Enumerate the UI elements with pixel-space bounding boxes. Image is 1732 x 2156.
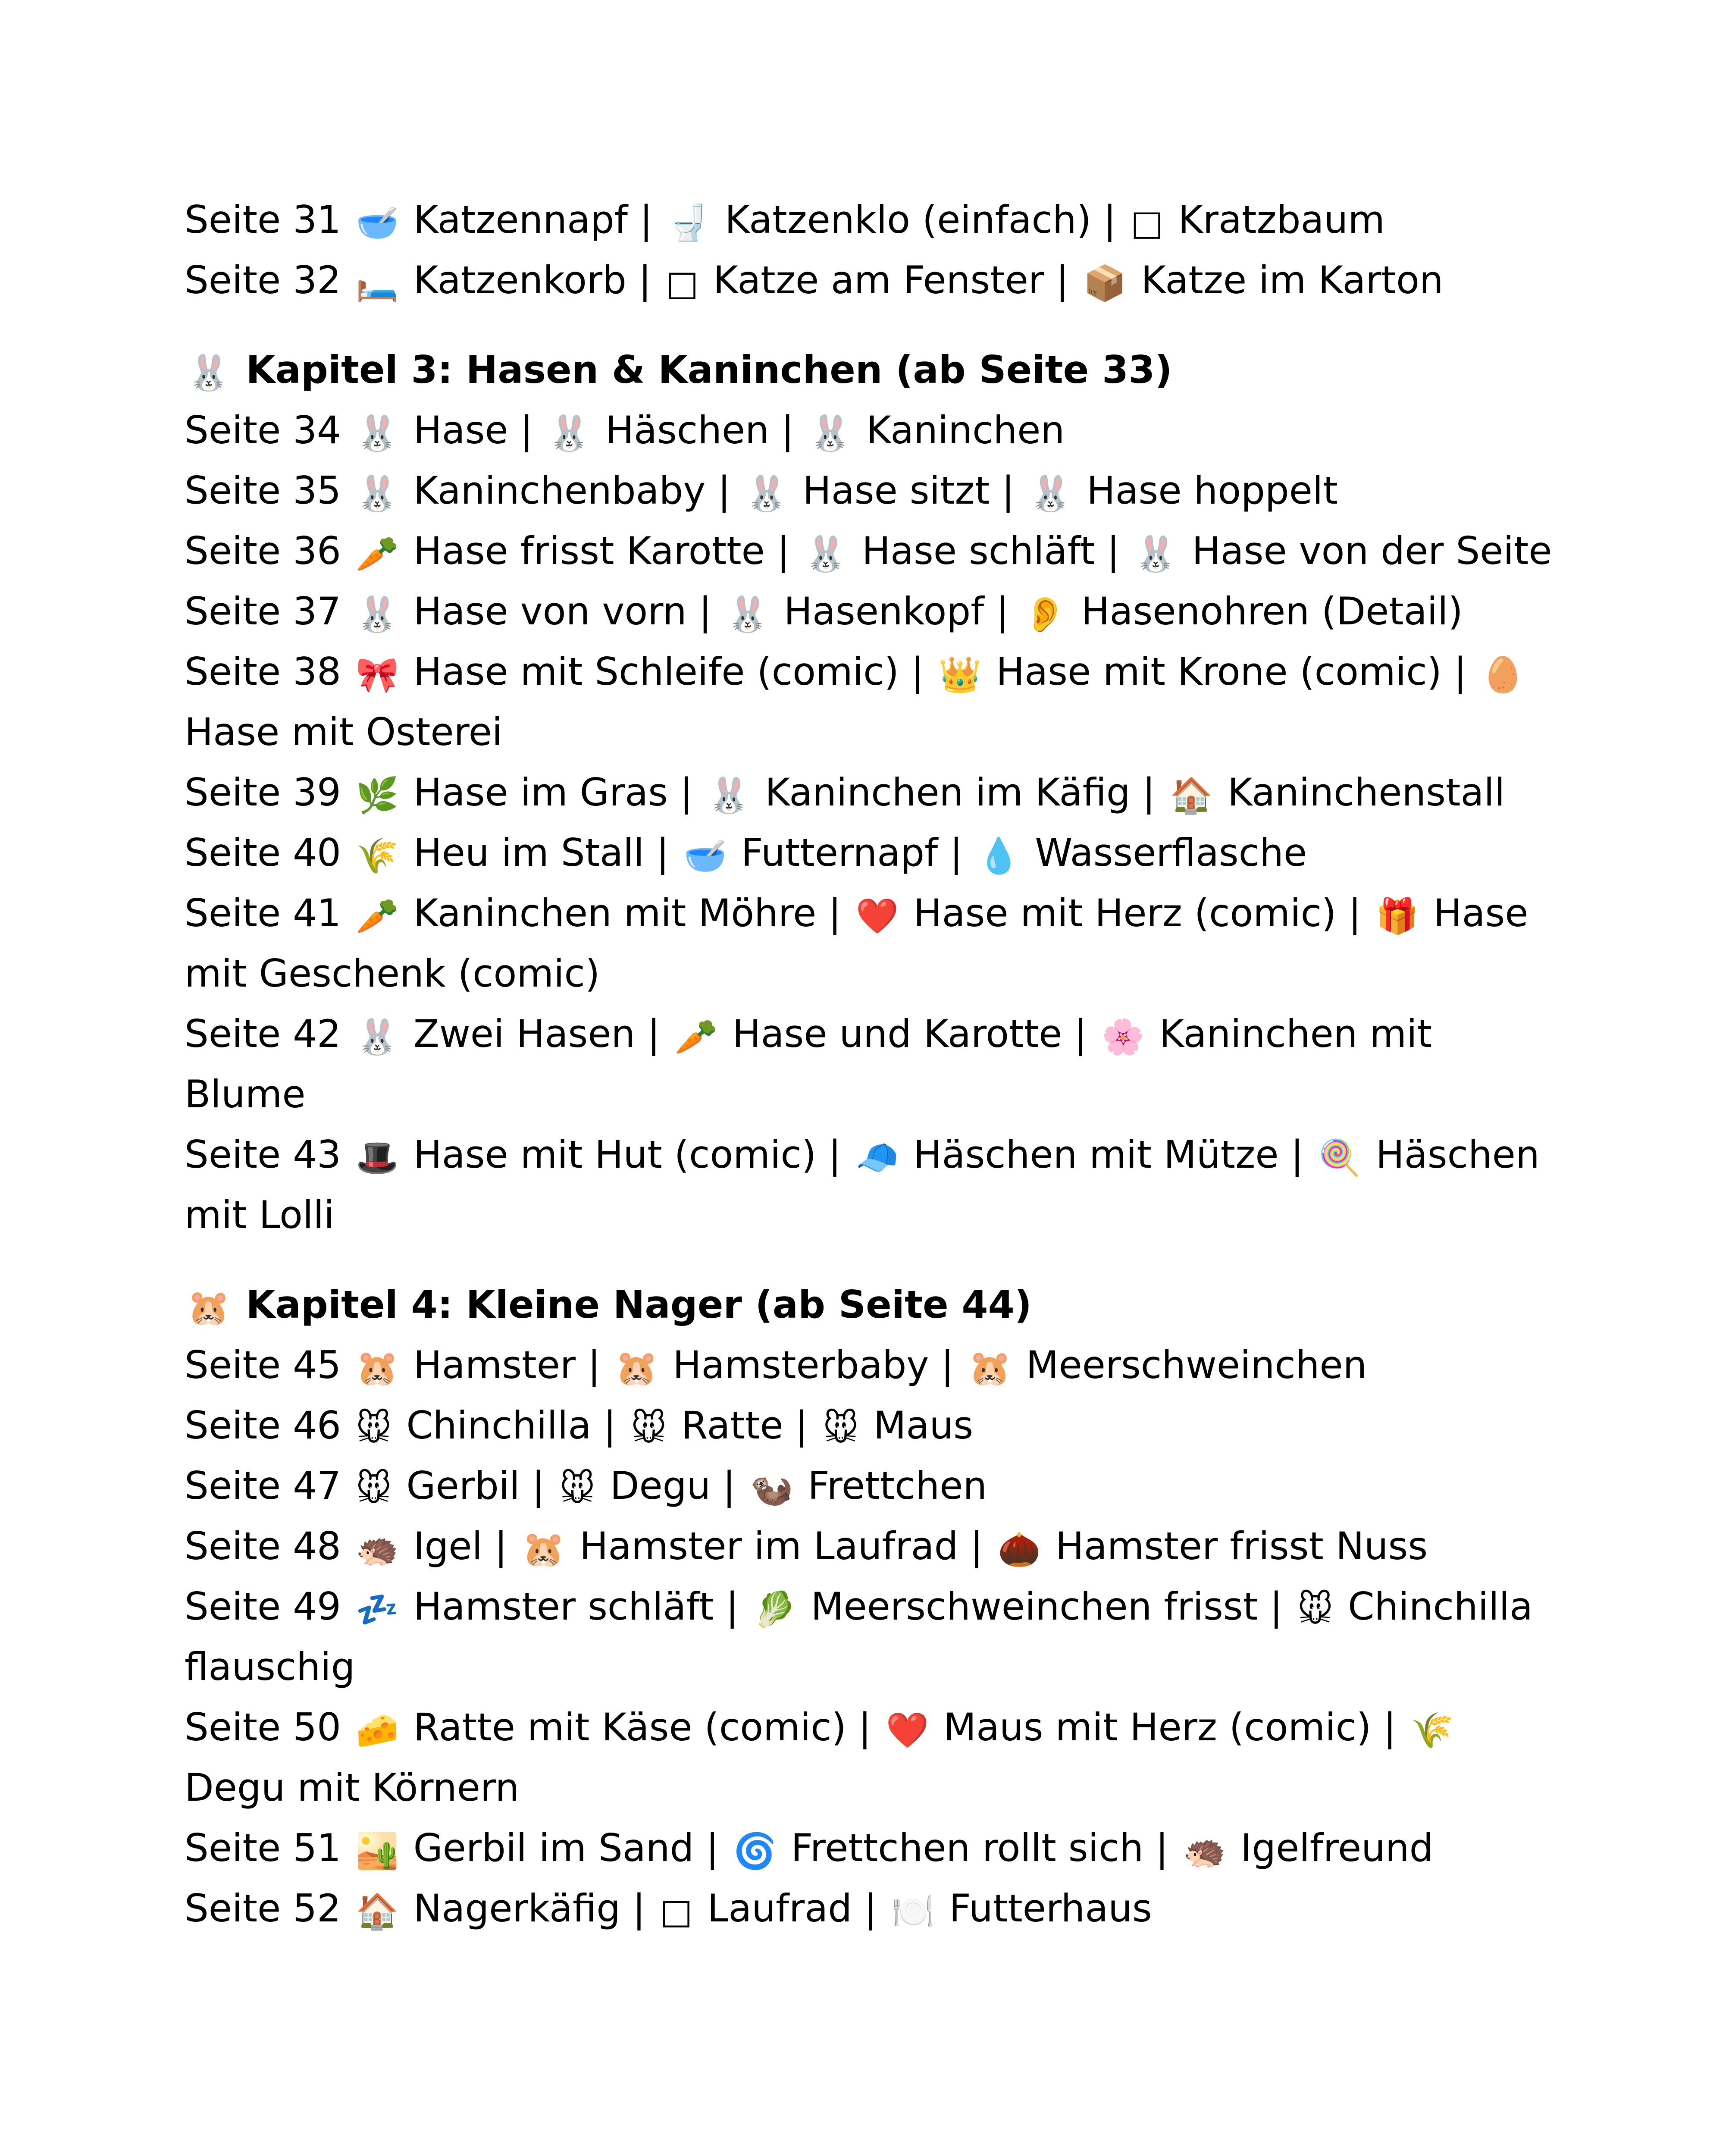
chapter-list <box>185 340 1556 1939</box>
line-text: Seite 39 <box>185 770 354 815</box>
rabbit-face-icon: 🐰 <box>356 1017 399 1057</box>
ribbon-icon: 🎀 <box>356 655 399 695</box>
chapter-section <box>185 1275 1556 1939</box>
blossom-icon: 🌸 <box>1101 1017 1145 1057</box>
line-text: Hase mit Herz (comic) | <box>901 891 1373 935</box>
crown-icon: 👑 <box>938 655 982 695</box>
hedgehog-icon: 🦔 <box>356 1529 399 1569</box>
line-text: Kapitel 4: Kleine Nager (ab Seite 44) <box>232 1282 1032 1327</box>
line-text: Ratte | <box>669 1403 821 1448</box>
cap-icon: 🧢 <box>855 1138 899 1178</box>
gift-icon: 🎁 <box>1375 896 1419 936</box>
line-text: Katze im Karton <box>1129 258 1444 302</box>
chapter-heading <box>185 340 1556 400</box>
line-text: Hase und Karotte | <box>720 1012 1099 1056</box>
line-text: Hase schläft | <box>849 529 1132 573</box>
line-text: Hamster schläft | <box>401 1584 751 1629</box>
line-text: Meerschweinchen <box>1014 1343 1367 1387</box>
line-text: Wasserflasche <box>1023 830 1307 875</box>
line-text: Hase sitzt | <box>790 468 1027 513</box>
line-text: Katzennapf | <box>401 197 665 242</box>
line-text: Meerschweinchen frisst | <box>799 1584 1295 1629</box>
line-text: Maus <box>861 1403 974 1448</box>
sheaf-icon: 🌾 <box>356 836 399 876</box>
line-text: Seite 49 <box>185 1584 354 1629</box>
line-text: Hamsterbaby | <box>661 1343 966 1387</box>
line-text: Degu | <box>598 1463 748 1508</box>
line-text: Seite 46 <box>185 1403 354 1448</box>
rabbit-face-icon: 🐰 <box>548 413 591 453</box>
line-text: Gerbil | <box>394 1463 557 1508</box>
mouse-face-icon: 🐭 <box>356 1469 392 1509</box>
line-text: Katzenklo (einfach) | <box>713 197 1128 242</box>
line-text: Kaninchen mit Blume <box>185 1012 1432 1116</box>
toc-line <box>185 521 1556 581</box>
line-text: Chinchilla flauschig <box>185 1584 1533 1689</box>
toilet-icon: 🚽 <box>667 203 711 243</box>
document-page <box>185 190 1556 1939</box>
line-text: Hase von der Seite <box>1180 529 1552 573</box>
lollipop-icon: 🍭 <box>1318 1138 1361 1178</box>
line-text: Hase | <box>401 408 545 452</box>
toc-line <box>185 823 1556 883</box>
mouse-face-icon: 🐭 <box>1297 1589 1334 1630</box>
bowl-icon: 🥣 <box>683 836 727 876</box>
toc-line <box>185 1697 1556 1818</box>
line-text: Kaninchenbaby | <box>401 468 743 513</box>
toc-line <box>185 1576 1556 1697</box>
mouse-face-icon: 🐭 <box>559 1469 595 1509</box>
line-text: Kaninchen <box>854 408 1065 452</box>
line-text: Seite 31 <box>185 197 354 242</box>
line-text: Hamster | <box>401 1343 613 1387</box>
otter-icon: 🦦 <box>750 1469 793 1509</box>
toc-line <box>185 762 1556 823</box>
toc-line <box>185 190 1556 250</box>
house-icon: 🏠 <box>356 1891 399 1931</box>
line-text: Kapitel 3: Hasen & Kaninchen (ab Seite 33) <box>232 348 1172 392</box>
line-text: Häschen | <box>593 408 806 452</box>
herb-icon: 🌿 <box>356 775 399 815</box>
toc-line <box>185 400 1556 461</box>
rabbit-face-icon: 🐰 <box>745 473 788 514</box>
mouse-face-icon: 🐭 <box>823 1408 859 1448</box>
toc-line <box>185 250 1556 310</box>
toc-line <box>185 1516 1556 1576</box>
rabbit-face-icon: 🐰 <box>707 775 751 815</box>
line-text: Hasenkopf | <box>771 589 1021 633</box>
leafy-green-icon: 🥬 <box>753 1589 796 1630</box>
line-text: Degu mit Körnern <box>185 1765 520 1810</box>
line-text: Seite 51 <box>185 1826 354 1870</box>
line-text: Hase mit Osterei <box>185 710 503 754</box>
line-text: Kratzbaum <box>1166 197 1385 242</box>
cheese-icon: 🧀 <box>356 1710 399 1750</box>
cyclone-icon: 🌀 <box>733 1831 777 1871</box>
line-text: Kaninchen mit Möhre | <box>401 891 853 935</box>
rabbit-face-icon: 🐰 <box>356 473 399 514</box>
toc-line <box>185 1004 1556 1125</box>
sheaf-icon: 🌾 <box>1410 1710 1454 1750</box>
toc-line <box>185 642 1556 762</box>
line-text: Chinchilla | <box>394 1403 628 1448</box>
line-text: Seite 50 <box>185 1705 354 1749</box>
hamster-face-icon: 🐹 <box>522 1529 565 1569</box>
line-text: Hase mit Hut (comic) | <box>401 1132 853 1177</box>
line-text: Nagerkäfig | <box>401 1886 658 1930</box>
toc-line <box>185 1878 1556 1939</box>
toc-line <box>185 883 1556 1004</box>
rabbit-face-icon: 🐰 <box>808 413 852 453</box>
line-text: Hamster frisst Nuss <box>1043 1524 1428 1568</box>
toc-line <box>185 1335 1556 1395</box>
line-text: Seite 32 <box>185 258 354 302</box>
line-text: Hase hoppelt <box>1074 468 1338 513</box>
toc-line <box>185 461 1556 521</box>
toc-line <box>185 581 1556 642</box>
rabbit-face-icon: 🐰 <box>1029 473 1072 514</box>
line-text: Hase mit Krone (comic) | <box>984 649 1479 694</box>
line-text: Hamster im Laufrad | <box>567 1524 996 1568</box>
line-text: Igelfreund <box>1228 1826 1434 1870</box>
toc-line <box>185 1395 1556 1456</box>
house-icon: 🏠 <box>1170 775 1213 815</box>
line-text: Hase frisst Karotte | <box>401 529 802 573</box>
rabbit-face-icon: 🐰 <box>1134 534 1178 574</box>
heart-icon: ❤️ <box>886 1710 929 1750</box>
plate-cutlery-icon: 🍽️ <box>891 1891 935 1931</box>
line-text: Laufrad | <box>695 1886 889 1930</box>
line-text: Frettchen rollt sich | <box>779 1826 1181 1870</box>
missing-glyph-icon: □ <box>1131 203 1164 243</box>
hamster-face-icon: 🐹 <box>356 1348 399 1388</box>
line-text: Kaninchen im Käfig | <box>753 770 1168 815</box>
hamster-face-icon: 🐹 <box>968 1348 1012 1388</box>
line-text: Seite 35 <box>185 468 354 513</box>
chapter-heading <box>185 1275 1556 1335</box>
line-text: Hase mit Schleife (comic) | <box>401 649 936 694</box>
line-text: Futternapf | <box>729 830 975 875</box>
line-text: Hase von vorn | <box>401 589 724 633</box>
line-text: Seite 47 <box>185 1463 354 1508</box>
line-text: Seite 48 <box>185 1524 354 1568</box>
rabbit-face-icon: 🐰 <box>804 534 847 574</box>
rabbit-face-icon: 🐰 <box>356 413 399 453</box>
mouse-face-icon: 🐭 <box>630 1408 667 1448</box>
line-text: Hase im Gras | <box>401 770 705 815</box>
toc-line <box>185 1456 1556 1516</box>
line-text: Seite 34 <box>185 408 354 452</box>
desert-icon: 🏜️ <box>356 1831 399 1871</box>
mouse-face-icon: 🐭 <box>356 1408 392 1448</box>
hamster-face-icon: 🐹 <box>615 1348 658 1388</box>
rabbit-face-icon: 🐰 <box>187 353 230 393</box>
line-text: Seite 52 <box>185 1886 354 1930</box>
hedgehog-icon: 🦔 <box>1183 1831 1226 1871</box>
chestnut-icon: 🌰 <box>998 1529 1041 1569</box>
line-text: Ratte mit Käse (comic) | <box>401 1705 883 1749</box>
toc-line <box>185 1125 1556 1245</box>
line-text: Gerbil im Sand | <box>401 1826 731 1870</box>
bowl-icon: 🥣 <box>356 203 399 243</box>
bed-icon: 🛏️ <box>356 263 399 303</box>
carrot-icon: 🥕 <box>674 1017 718 1057</box>
heart-icon: ❤️ <box>855 896 899 936</box>
rabbit-face-icon: 🐰 <box>726 594 769 634</box>
zzz-icon: 💤 <box>356 1589 399 1630</box>
line-text: Katze am Fenster | <box>701 258 1081 302</box>
line-text: Häschen mit Lolli <box>185 1132 1540 1237</box>
line-text: Seite 37 <box>185 589 354 633</box>
rabbit-face-icon: 🐰 <box>356 594 399 634</box>
line-text: Seite 40 <box>185 830 354 875</box>
line-text: Seite 41 <box>185 891 354 935</box>
line-text: Kaninchenstall <box>1215 770 1505 815</box>
line-text: Seite 38 <box>185 649 354 694</box>
line-text: Seite 36 <box>185 529 354 573</box>
line-text: Seite 43 <box>185 1132 354 1177</box>
droplet-icon: 💧 <box>977 836 1021 876</box>
intro-list <box>185 190 1556 310</box>
missing-glyph-icon: □ <box>660 1891 693 1931</box>
toc-line <box>185 1818 1556 1878</box>
package-icon: 📦 <box>1083 263 1127 303</box>
carrot-icon: 🥕 <box>356 534 399 574</box>
line-text: Futterhaus <box>937 1886 1152 1930</box>
carrot-icon: 🥕 <box>356 896 399 936</box>
chapter-section <box>185 340 1556 1245</box>
line-text: Heu im Stall | <box>401 830 681 875</box>
line-text: Maus mit Herz (comic) | <box>931 1705 1408 1749</box>
line-text: Hasenohren (Detail) <box>1069 589 1463 633</box>
ear-icon: 👂 <box>1023 594 1067 634</box>
line-text: Seite 45 <box>185 1343 354 1387</box>
egg-icon: 🥚 <box>1481 655 1525 695</box>
top-hat-icon: 🎩 <box>356 1138 399 1178</box>
line-text: Katzenkorb | <box>401 258 664 302</box>
line-text: Frettchen <box>796 1463 987 1508</box>
hamster-face-icon: 🐹 <box>187 1288 230 1328</box>
line-text: Seite 42 <box>185 1012 354 1056</box>
line-text: Hase mit Geschenk (comic) <box>185 891 1528 996</box>
line-text: Igel | <box>401 1524 520 1568</box>
line-text: Zwei Hasen | <box>401 1012 672 1056</box>
missing-glyph-icon: □ <box>666 263 699 303</box>
line-text: Häschen mit Mütze | <box>901 1132 1316 1177</box>
